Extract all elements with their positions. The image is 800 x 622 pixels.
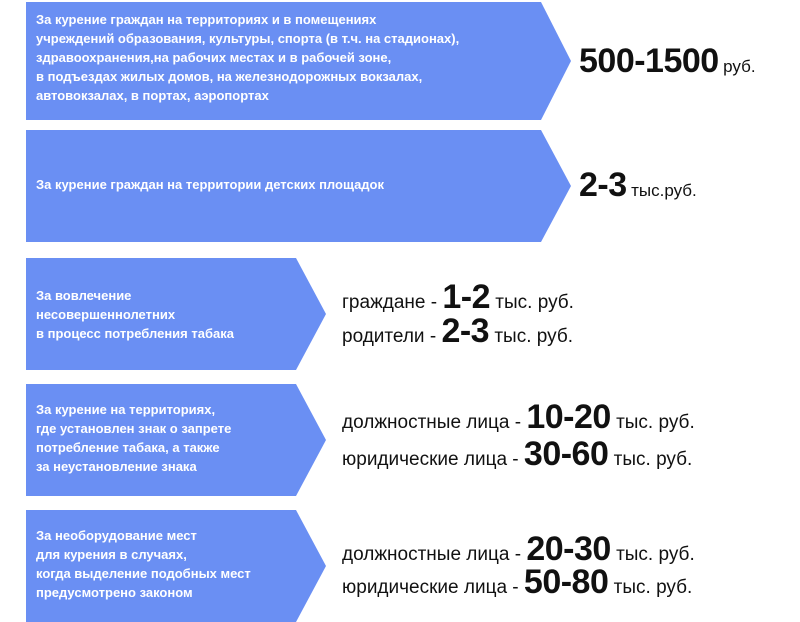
violation-line: здравоохранения,на рабочих местах и в рабочей зоне, — [36, 50, 392, 65]
violation-text-1 — [36, 10, 459, 105]
fine-row — [342, 532, 695, 566]
violation-text-3 — [36, 286, 234, 343]
fine-unit: тыс. руб. — [616, 544, 695, 565]
violation-line: предусмотрено законом — [36, 585, 193, 600]
fine-amount-2 — [579, 168, 697, 202]
penalty-block-2 — [26, 130, 800, 242]
fine-amount: 10-20 — [526, 398, 611, 436]
penalty-block-4 — [26, 384, 800, 496]
violation-line: в процесс потребления табака — [36, 326, 234, 341]
fine-amount-1 — [579, 44, 756, 78]
fine-row — [342, 400, 695, 434]
violation-line: За курение граждан на территории детских площадок — [36, 177, 385, 192]
fine-who: граждане - — [342, 292, 438, 313]
fine-amount: 20-30 — [526, 530, 611, 568]
fine-unit: тыс. руб. — [613, 577, 693, 598]
penalty-block-5 — [26, 510, 800, 606]
violation-line: За курение на территориях, — [36, 402, 216, 417]
fine-unit: тыс. руб. — [494, 326, 574, 347]
violation-text-5 — [36, 526, 251, 602]
violation-text-2 — [36, 175, 384, 194]
fine-row — [342, 565, 692, 599]
amount-unit: тыс.руб. — [631, 181, 697, 200]
violation-line: потребление табака, а также — [36, 440, 220, 455]
fine-who: юридические лица - — [342, 577, 519, 598]
penalty-block-1 — [26, 2, 800, 120]
fine-row — [342, 314, 573, 348]
violation-line: за неустановление знака — [36, 459, 197, 474]
violation-line: в подъездах жилых домов, на железнодорожных вокзалах, — [36, 69, 423, 84]
amount-unit: руб. — [723, 57, 756, 76]
violation-line: автовокзалах, в портах, аэропортах — [36, 88, 269, 103]
violation-line: За вовлечение — [36, 288, 132, 303]
fine-unit: тыс. руб. — [616, 412, 695, 433]
fine-row — [342, 437, 692, 471]
amount-value: 2-3 — [579, 166, 627, 204]
fine-who: юридические лица - — [342, 449, 519, 470]
violation-line: где установлен знак о запрете — [36, 421, 232, 436]
fine-unit: тыс. руб. — [613, 449, 693, 470]
violation-line: когда выделение подобных мест — [36, 566, 251, 581]
fine-who: родители - — [342, 326, 437, 347]
violation-line: учреждений образования, культуры, спорта (в т.ч. на стадионах), — [36, 31, 460, 46]
amount-value: 500-1500 — [579, 42, 719, 80]
fine-amount: 1-2 — [442, 278, 491, 316]
fine-unit: тыс. руб. — [495, 292, 574, 313]
violation-line: За необорудование мест — [36, 528, 197, 543]
fine-amount: 50-80 — [523, 563, 609, 601]
fine-amount: 2-3 — [441, 312, 490, 350]
violation-line: несовершеннолетних — [36, 307, 176, 322]
penalty-block-3 — [26, 258, 800, 370]
fine-who: должностные лица - — [342, 544, 522, 565]
fine-row — [342, 280, 574, 314]
violation-line: для курения в случаях, — [36, 547, 187, 562]
violation-line: За курение граждан на территориях и в помещениях — [36, 12, 377, 27]
violation-text-4 — [36, 400, 231, 476]
fine-who: должностные лица - — [342, 412, 522, 433]
fine-amount: 30-60 — [523, 435, 609, 473]
